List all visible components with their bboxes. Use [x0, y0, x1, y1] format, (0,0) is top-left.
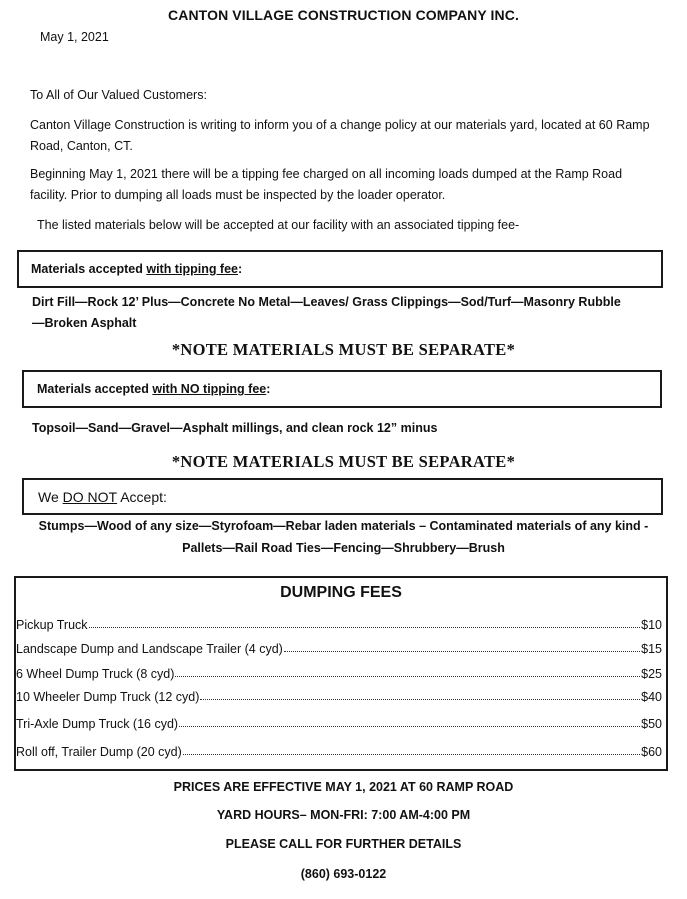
- dumping-fees-box: [14, 576, 668, 771]
- paragraph-tipping-fee: Beginning May 1, 2021 there will be a tipping fee charged on all incoming loads dumped at the Ramp Road facility. Prior to dumping all loads must be inspected by the loader operator.: [30, 167, 623, 202]
- fee-label: Landscape Dump and Landscape Trailer (4 cyd): [16, 642, 283, 656]
- section-label-suffix: :: [266, 382, 271, 396]
- materials-not-accepted-line-2: Pallets—Rail Road Ties—Fencing—Shrubbery—Brush: [182, 541, 505, 555]
- fee-price: $60: [641, 745, 662, 759]
- note-separate-2: *NOTE MATERIALS MUST BE SEPARATE*: [171, 452, 516, 471]
- fee-price: $15: [641, 642, 662, 656]
- company-name: CANTON VILLAGE CONSTRUCTION COMPANY INC.: [168, 7, 519, 23]
- fee-label: Roll off, Trailer Dump (20 cyd): [16, 745, 182, 759]
- fee-row: [16, 612, 666, 632]
- materials-not-accepted-line-1: Stumps—Wood of any size—Styrofoam—Rebar laden materials – Contaminated materials of any kind -: [38, 519, 649, 533]
- section-box-with-fee: [17, 250, 663, 288]
- materials-no-fee: Topsoil—Sand—Gravel—Asphalt millings, and clean rock 12” minus: [32, 421, 438, 435]
- section-label-prefix: Materials accepted: [31, 262, 147, 276]
- fee-price: $50: [641, 717, 662, 731]
- fee-label: 6 Wheel Dump Truck (8 cyd): [16, 667, 175, 681]
- note-separate-1: *NOTE MATERIALS MUST BE SEPARATE*: [171, 340, 516, 359]
- section-label-underlined: with NO tipping fee: [152, 382, 267, 396]
- yard-hours: YARD HOURS– MON-FRI: 7:00 AM-4:00 PM: [216, 808, 471, 822]
- leader-dots: [89, 627, 641, 628]
- section-label-prefix: We: [38, 488, 63, 505]
- dumping-fees-title: DUMPING FEES: [280, 584, 402, 601]
- section-box-no-fee: [22, 370, 662, 408]
- fee-price: $25: [641, 667, 662, 681]
- fee-price: $40: [641, 690, 662, 704]
- call-for-details: PLEASE CALL FOR FURTHER DETAILS: [225, 837, 462, 851]
- paragraph-listed-materials: The listed materials below will be accepted at our facility with an associated tipping fee-: [37, 218, 520, 232]
- leader-dots: [183, 754, 640, 755]
- leader-dots: [284, 651, 640, 652]
- leader-dots: [179, 726, 640, 727]
- fee-label: 10 Wheeler Dump Truck (12 cyd): [16, 690, 200, 704]
- materials-not-accepted: [0, 515, 687, 559]
- greeting: To All of Our Valued Customers:: [30, 88, 207, 102]
- leader-dots: [175, 676, 640, 677]
- fee-row: [16, 661, 666, 681]
- section-label-prefix: Materials accepted: [37, 382, 153, 396]
- fee-row: [16, 636, 666, 656]
- phone-number: (860) 693-0122: [300, 867, 387, 881]
- fee-row: [16, 739, 666, 759]
- section-label-underlined: with tipping fee: [146, 262, 239, 276]
- section-box-not-accepted: [22, 478, 663, 515]
- fee-label: Tri-Axle Dump Truck (16 cyd): [16, 717, 179, 731]
- materials-with-fee: Dirt Fill—Rock 12’ Plus—Concrete No Metal—Leaves/ Grass Clippings—Sod/Turf—Masonry Rubble—Broken Asphalt: [32, 295, 621, 330]
- fee-row: [16, 711, 666, 731]
- prices-effective: PRICES ARE EFFECTIVE MAY 1, 2021 AT 60 RAMP ROAD: [173, 780, 514, 794]
- letter-date: May 1, 2021: [40, 30, 109, 44]
- section-label-suffix: Accept:: [117, 488, 167, 505]
- leader-dots: [200, 699, 640, 700]
- section-label-underlined: DO NOT: [62, 488, 118, 505]
- paragraph-policy-change: Canton Village Construction is writing to inform you of a change policy at our materials yard, located at 60 Ramp Road, Canton, CT.: [30, 118, 650, 153]
- fee-label: Pickup Truck: [16, 618, 88, 632]
- fee-row: [16, 684, 666, 704]
- section-label-suffix: :: [238, 262, 243, 276]
- fee-price: $10: [641, 618, 662, 632]
